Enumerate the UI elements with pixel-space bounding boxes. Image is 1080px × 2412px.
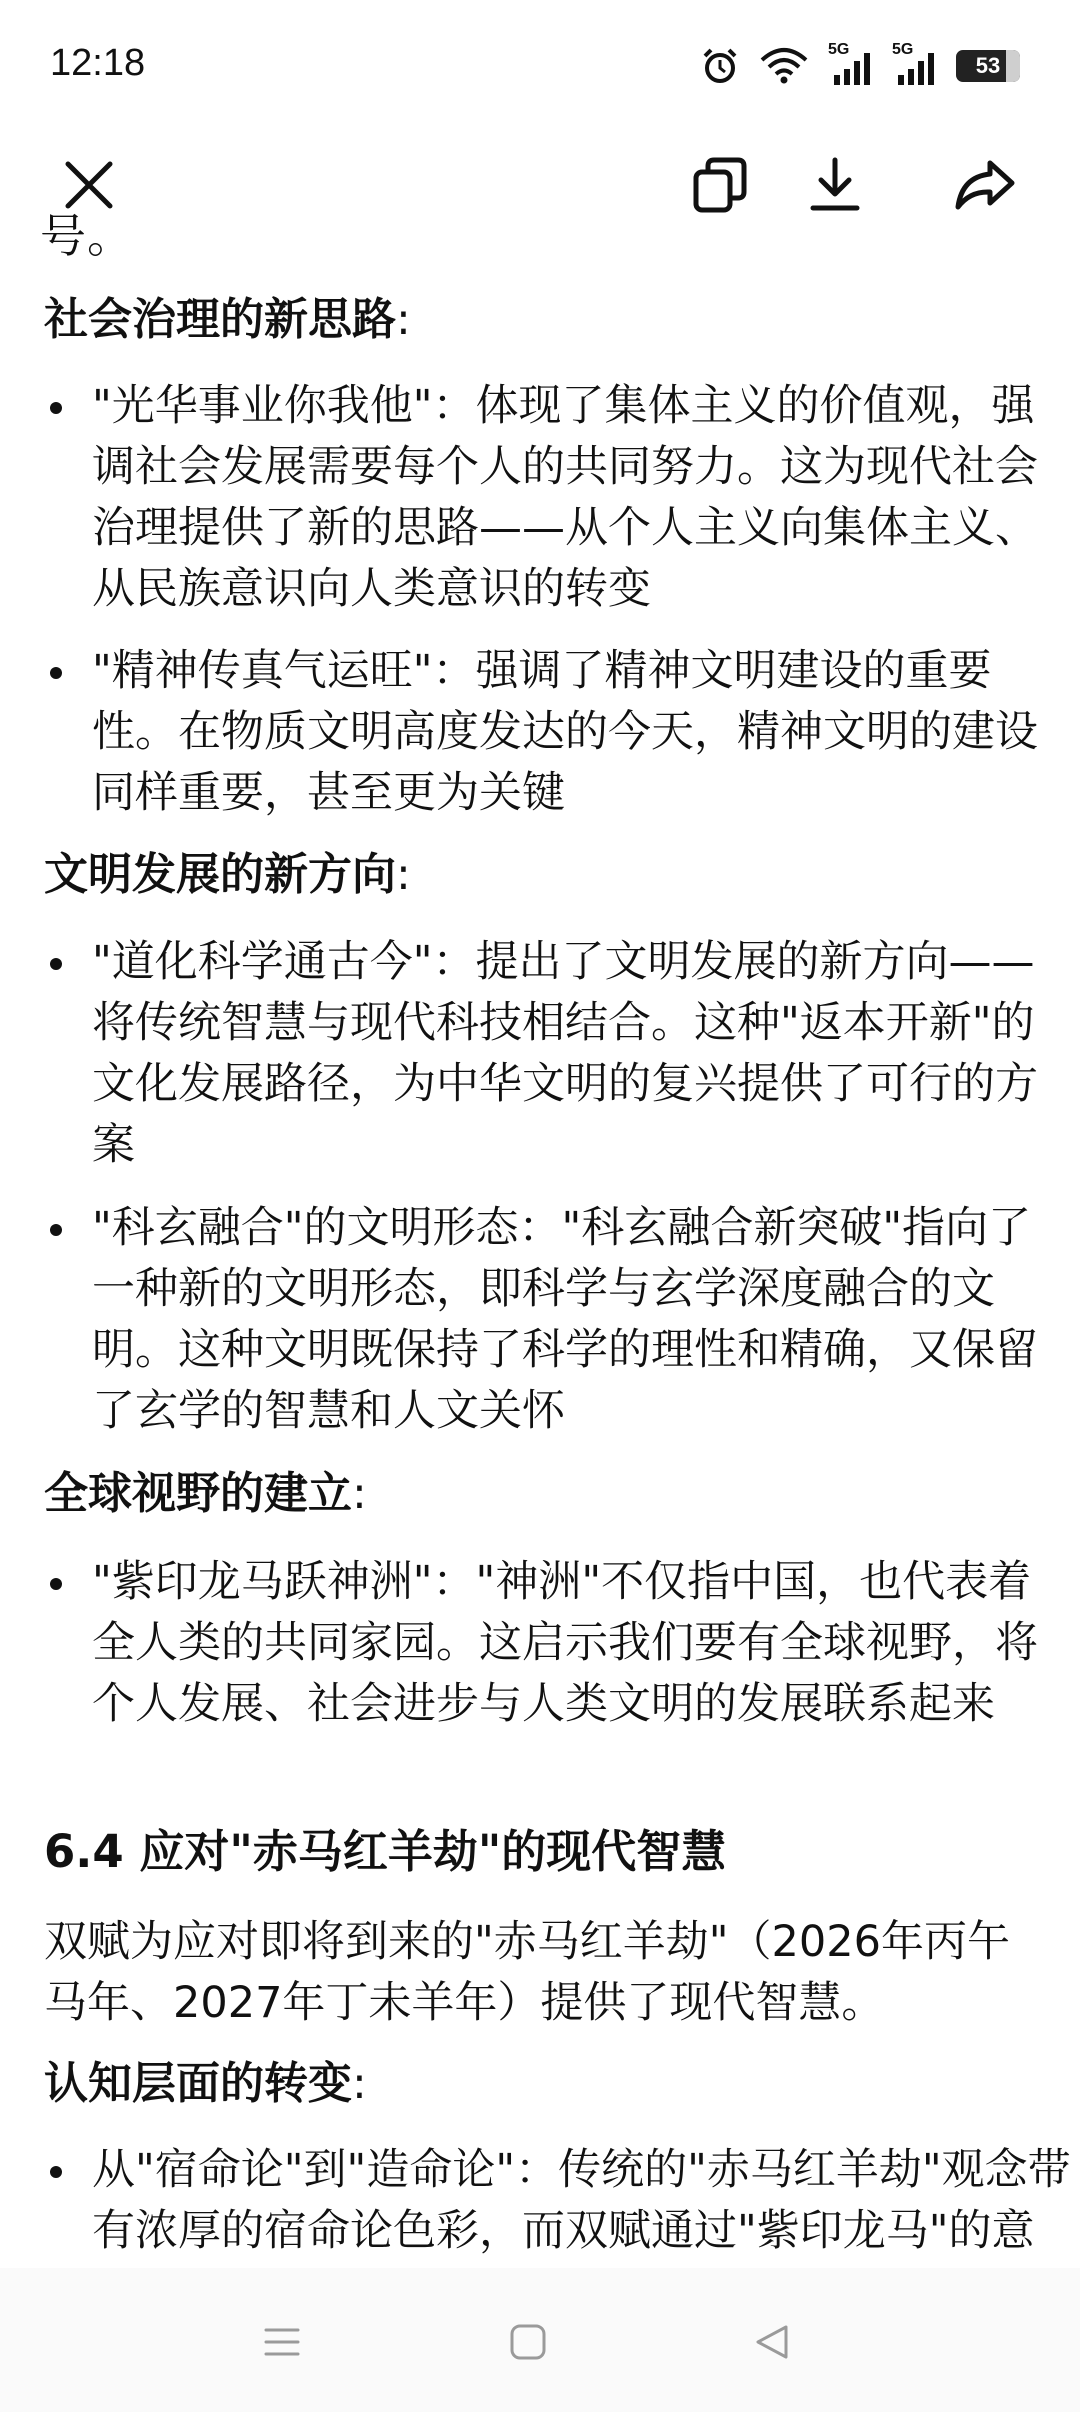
list-item (44, 1198, 1038, 1448)
home-button[interactable] (498, 2312, 558, 2372)
alarm-icon (700, 46, 740, 86)
back-button[interactable] (742, 2312, 802, 2372)
list-item-text: "道化科学通古今"：提出了文明发展的新方向——将传统智慧与现代科技相结合。这种"返本开新"的文化发展路径，为中华文明的复兴提供了可行的方案 (92, 937, 1038, 1170)
bullet-dot (50, 402, 62, 414)
top-toolbar (0, 130, 1080, 240)
status-icons (700, 41, 1020, 88)
bullet-dot (50, 958, 62, 970)
close-icon (62, 158, 116, 212)
signal-5g-2 (892, 41, 938, 85)
paragraph: 双赋为应对即将到来的"赤马红羊劫"（2026年丙午马年、2027年丁未羊年）提供了现代智慧。 (44, 1917, 1010, 2028)
share-icon (954, 157, 1016, 213)
menu-icon (262, 2322, 302, 2362)
home-icon (508, 2322, 548, 2362)
list-item (44, 376, 1038, 626)
system-nav-bar (0, 2268, 1080, 2412)
battery-indicator (956, 50, 1020, 82)
clipped-text-line: 号。 (40, 209, 134, 263)
bullet-dot (50, 667, 62, 679)
download-icon (807, 156, 863, 214)
signal-5g-1 (828, 41, 874, 85)
network-label-2: 5G (892, 41, 914, 58)
list-item-text: "精神传真气运旺"：强调了精神文明建设的重要性。在物质文明高度发达的今天，精神文明的建设同样重要，甚至更为关键 (92, 646, 1038, 818)
section-heading: 认知层面的转变: (44, 2058, 367, 2109)
back-icon (752, 2322, 792, 2362)
status-bar (0, 0, 1080, 130)
bullet-dot (50, 2166, 62, 2178)
document-content (0, 209, 1080, 2268)
battery-empty-portion (1006, 50, 1020, 82)
section-heading: 文明发展的新方向: (44, 849, 411, 900)
list-item-text: "光华事业你我他"：体现了集体主义的价值观，强调社会发展需要每个人的共同努力。这为现代社会治理提供了新的思路——从个人主义向集体主义、从民族意识向人类意识的转变 (92, 381, 1038, 614)
status-time: 12:18 (50, 42, 146, 84)
list-item (44, 1552, 1038, 1802)
section-heading-text: 社会治理的新思路 (44, 294, 396, 345)
list-item-text: "紫印龙马跃神洲"："神洲"不仅指中国，也代表着全人类的共同家园。这启示我们要有全球视野，将个人发展、社会进步与人类文明的发展联系起来 (92, 1557, 1038, 1729)
section-heading: 社会治理的新思路: (44, 294, 411, 345)
copy-button[interactable] (685, 150, 755, 220)
section-heading-text: 全球视野的建立 (44, 1468, 352, 1519)
section-heading-text: 文明发展的新方向 (44, 849, 396, 900)
menu-button[interactable] (252, 2312, 312, 2372)
download-button[interactable] (800, 150, 870, 220)
subsection-title: 6.4 应对"赤马红羊劫"的现代智慧 (44, 1825, 727, 1878)
list-item (44, 932, 1038, 1182)
list-item-text: "科玄融合"的文明形态："科玄融合新突破"指向了一种新的文明形态，即科学与玄学深度融合的文明。这种文明既保持了科学的理性和精确，又保留了玄学的智慧和人文关怀 (92, 1203, 1038, 1436)
section-heading: 全球视野的建立: (44, 1468, 367, 1519)
section-heading-text: 认知层面的转变 (44, 2058, 352, 2109)
list-item-text: 从"宿命论"到"造命论"：传统的"赤马红羊劫"观念带有浓厚的宿命论色彩，而双赋通过"紫印龙马"的意 (92, 2145, 1071, 2256)
copy-icon (692, 156, 748, 214)
battery-level: 53 (975, 53, 1001, 78)
share-button[interactable] (950, 150, 1020, 220)
bullet-dot (50, 1578, 62, 1590)
network-label-1: 5G (828, 41, 850, 58)
wifi-icon (758, 46, 810, 86)
list-item (44, 641, 1038, 831)
bullet-dot (50, 1224, 62, 1236)
